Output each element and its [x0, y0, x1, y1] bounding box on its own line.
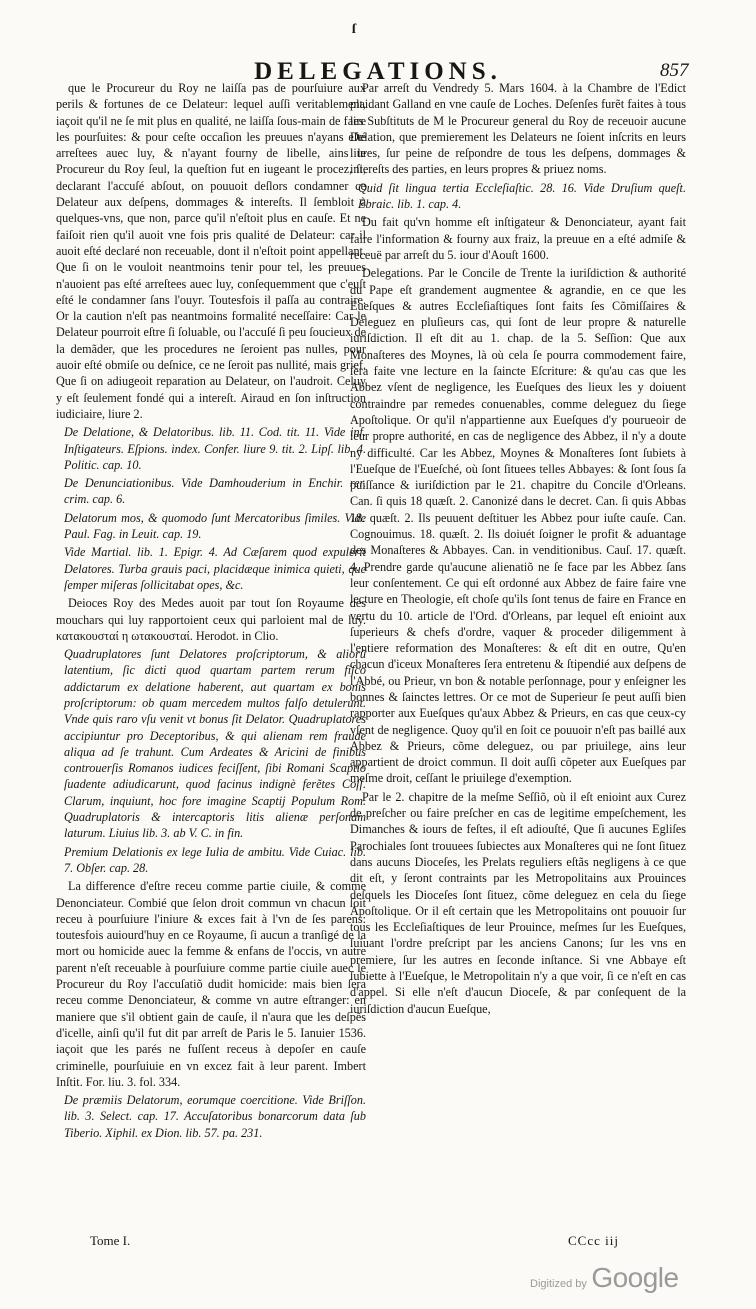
page-number: 857: [660, 60, 689, 81]
digitization-watermark: [530, 1262, 679, 1294]
paragraph: Delegations. Par le Concile de Trente la iuriſdiction & authorité du Pape eſt grandement augmentee & agrandie, en ce que les Eueſques & autres Eccleſiaſtiques ſont faits ſes Cõmiſſaires & Deleguez en pluſieurs cas, qui ſont de leur propre & naturelle iuriſdiction. Il eſt dit au 1. chap. de la 5. Seſſion: Que aux Monaſteres des Moynes, là où cela ſe pourra commodement faire, ſera faite vne lecture en la ſaincte Eſcriture: & qu'au cas que les Abbez vſent de negligence, les Eueſques des lieux les y doiuent contraindre par remedes conuenables, comme deleguez du ſiege Apoſtolique. Or qu'il n'appartienne aux Eueſques d'y pourueoir de leur propre authorité, en cas de negligence des Abbez, il n'y a doute ny difficulté. Car les Abbez, Moynes & Monaſteres ſont ſubiets à l'Eueſque de l'Eueſché, où ſont ſituees telles Abbayes: & ſont ſous ſa puiſſance & iuriſdiction par le 21. chapitre du Concile d'Orleans. Can. ſi quis 18 quæſt. 2. Canonizé dans le decret. Can. ſi quis Abbas 18. quæſt. 2. Ils peuuent deſtituer les Abbez pour iuſte cauſe. Can. Cognouimus. 18. quæſt. 2. Ils doiuét ſoigner le profit & aduantage des Monaſteres & Abbayes. Can. in venditionibus. Cauſ. 17. quæſt. 4. Prendre garde qu'aucune alienatiõ ne ſe face par les Abbez ſans leur conſentement. Ce qui eſt ordonné aux Abbez de faire faire vne lecture en Theologie, eſt choſe qu'ils ſont tenus de faire en France en vertu du 10. article de l'Ord. d'Orleans, par lequel eſt enioint aux ſuperieurs & chefs d'ordre, vaquer & proceder diligemment à l'entiere reformation des Monaſteres: & eſt dit en outre, Qu'en chacun d'iceux Monaſteres ſera entretenu & ſtipendié aux deſpens de l'Abbé, ou Prieur, vn bon & notable perſonnage, pour y enſeigner les bonnes & ſainctes lettres. Or ce mot de Superieur ſe peut auſſi bien rapporter aux Eueſques qu'aux Abbez & Prieurs, en cas que ceux-cy vſent de negligence. Quoy qu'il en ſoit ce pouuoir n'eſt pas baillé aux Abbez & Prieurs, cõme deleguez, ou par priuilege, ains leur appartient de droict commun. Il doit auſſi cõpeter aux Eueſques par meſme droit, ceſſant le priuilege d'exemption.: [350, 266, 686, 786]
paragraph: Par le 2. chapitre de la meſme Seſſiõ, où il eſt enioint aux Curez de preſcher ou faire preſcher en cas de legitime empeſchement, les Dimanches & iours de feſtes, il eſt adiouſté, Que ſi aucunes Egliſes Parochiales ſont trouuees ſubiectes aux Monaſteres qui ne ſont ſituez dans aucuns Dioceſes, les Prelats reguliers eſtãs negligens à ce que dit eſt, y ſeront contraints par les Metropolitains aux Prouinces deſquels les Dioceſes ſont ſituez, cõme deleguez en cela du ſiege Apoſtolique. Or il eſt certain que les Metropolitains ont pouuoir ſur tous les Eccleſiaſtiques de leur Prouince, meſmes ſur les Eueſques, ſuiuant l'ordre preſcript par les anciens Canons; ſur les vns en premiere, ſur les autres en ſeconde inſtance. Si vne Abbaye eſt ſubiette à l'Eueſque, le Metropolitain n'y a que voir, ſi ce n'eſt en cas d'appel. Si elle n'eſt d'aucun Dioceſe, & par conſequent de la iuriſdiction d'aucun Eueſque,: [350, 789, 686, 1016]
paragraph: De præmiis Delatorum, eorumque coercitione. Vide Briſſon. lib. 3. Select. cap. 17. Accuſatoribus bonarcorum data ſub Tiberio. Xiphil. ex Dion. lib. 57. pa. 231.: [64, 1093, 366, 1140]
right-column: [350, 80, 686, 1260]
signature-mark: CCcc iij: [568, 1233, 619, 1248]
paragraph: Vide Martial. lib. 1. Epigr. 4. Ad Cæſarem quod expulerit Delatores. Turba grauis paci, placidæque inimica quieti, que ſemper miſeras ſollicitabat opes, &c.: [64, 545, 366, 592]
paragraph: De Denunciationibus. Vide Damhouderium in Enchir. rer. crim. cap. 6.: [64, 476, 366, 507]
volume-label: Tome I.: [90, 1233, 131, 1248]
paragraph: Deioces Roy des Medes auoit par tout ſon Royaume des mouchars qui luy rapportoient ceux qui parloient mal de luy. κατακουσταί η ωτακουσταί. Herodot. in Clio.: [56, 596, 366, 643]
paragraph: que le Procureur du Roy ne laiſſa pas de pourſuiure aux perils & fortunes de ce Delateur: lequel auſſi veritablement, iaçoit qu'il ne ſe mit plus en qualité, ne laiſſa ſous-main de faire les pourſuites: & pour ceſte occaſion les preuues n'ayans eſté arreſtees auec luy, & n'ayant fourny de libelle, ains le Procureur du Roy ſeul, la queſtion fut en iugeant le procez, ſi, declarant l'accuſé abſout, on pouuoit deſlors condamner ce Delateur aux deſpens, dommages & intereſts. Il ſembloit à quelques-vns, que non, parce qu'il n'eſtoit plus en cauſe. Et ne faiſoit rien qu'il auoit vne fois pris qualité de Delateur: car il auoit eſté declaré non receuable, dont il n'eſtoit point appellant. Que ſi on le vouloit neantmoins tenir pour tel, les preuues n'auoient pas eſté arreſtees auec luy, conſequemment que c'euſt eſté le condamner ſans l'ouyr. Toutesfois il paſſa au contraire. Or la caution n'eſt pas neantmoins formalité neceſſaire: Car le Delateur pourroit eſtre ſi ſoluable, ou l'accuſé ſi peu ſoucieux de la demãder, que les procedures ne ſeroient pas nulles, pour auoir eſté obmiſe ou deſnice, ce ne ſeroit pas nullité, mais grief. Que ſi on adiugeoit reparation au Delateur, on l'audroit. Celuy y eſt ſeulement fondé qui a intereſt. Airaud en ſon inſtruction iudiciaire, liure 2.: [56, 81, 366, 421]
watermark-prefix: Digitized by: [530, 1278, 587, 1290]
paragraph: La difference d'eſtre receu comme partie ciuile, & comme Denonciateur. Combié que ſelon droit commun vn chacun ſoit receu à pourſuiure l'iniure & exces fait à l'vn de ſes parens: toutesfois auiourd'huy en ce Royaume, ſi aucun a tranſigé de la mort ou homicide auec la femme & enfans de l'occis, vn autre parent n'eſt receuable à pourſuiure comme partie ciuile auec le Procureur du Roy l'accuſatiõ dudit homicide: mais bien ſera receu comme Denonciateur, & comme vn autre eſtranger: en maniere que s'il obtient gain de cauſe, il n'aura que les deſpẽs d'icelle, ainſi qu'il fut dit par arreſt de Paris le 5. Ianuier 1536. iaçoit que les parés ne fuſſent receus à depoſer en cauſe criminelle, pourſuiuie en vn excez fait à leur parent. Imbert Inſtit. For. liu. 3. fol. 334.: [56, 879, 366, 1089]
paragraph: Quid ſit lingua tertia Eccleſiaſtic. 28. 16. Vide Druſium queſt. Ebraic. lib. 1. cap. 4.: [358, 180, 686, 212]
running-head-title: DELEGATIONS.: [254, 58, 502, 85]
paragraph: De Delatione, & Delatoribus. lib. 11. Cod. tit. 11. Vide inf. Inſtigateurs. Eſpions. index. Confer. liure 9. tit. 2. Lipſ. lib. 4. Politic. cap. 10.: [64, 425, 366, 472]
paragraph: Par arreſt du Vendredy 5. Mars 1604. à la Chambre de l'Edict plaidant Galland en vne cauſe de Loches. Deſenſes furẽt faites à tous les Subſtituts de M le Procureur general du Roy de receuoir aucune Delation, que premierement les Delateurs ne ſoient inſcrits en leurs liures, ſur peine de reſpondre de tous les deſpens, dommages & intereſts des parties, en leurs propres & priuez noms.: [350, 81, 686, 177]
google-logo: Google: [591, 1262, 679, 1293]
top-mark: ſ: [352, 22, 356, 37]
paragraph: Premium Delationis ex lege Iulia de ambitu. Vide Cuiac. lib. 7. Obſer. cap. 28.: [64, 844, 366, 875]
paragraph: Delatorum mos, & quomodo ſunt Mercatoribus ſimiles. Vide Paul. Fag. in Leuit. cap. 19.: [64, 510, 366, 542]
paragraph: Quadruplatores ſunt Delatores proſcriptorum, & aliorũ latentium, ſic dicti quod quartam partem rerum fiſco addictarum ex delatione haberent, aut quartam ex bonis proſcriptorum: ob quam mercedem multos falſo detulerunt. Vnde quis raro vſu venit vt bonus ſit Delator. Quadruplatores accipiuntur pro Deceptoribus, & qui alienam rem fraude aliqua ad ſe trahunt. Cum Ardeates & Aricini de finibus controuerſis Romanos iudices feciſſent, ſibi Romani Scaptio ſuadente adiudicarunt, quod facinus indignè ferẽtes Coſſ. Clarum, inquiunt, hoc fore imagine Scaptij Populum Rom. Quadruplatoris & intercaptoris litis alienæ perſonam laturum. Liuius lib. 3. ab V. C. in fin.: [64, 647, 366, 841]
paragraph: Du fait qu'vn homme eſt inſtigateur & Denonciateur, ayant fait faire l'information & fourny aux fraiz, la preuue en a eſté admiſe & receuë par arreſt du 5. iour d'Aouſt 1600.: [350, 215, 686, 262]
left-column: [56, 80, 366, 1260]
